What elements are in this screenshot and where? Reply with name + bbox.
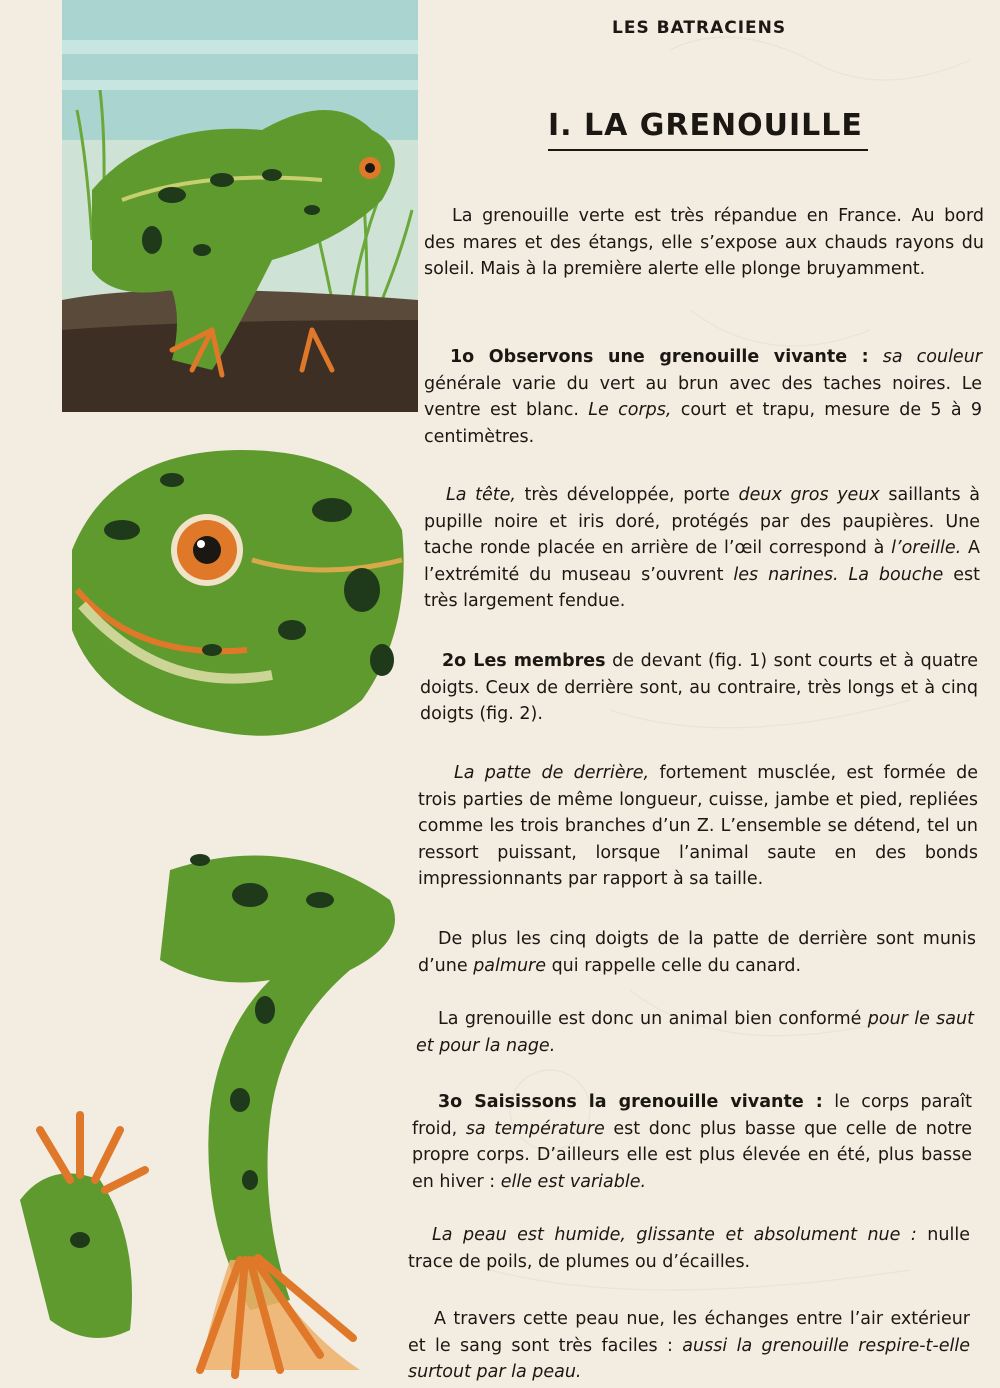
- patte-label: La patte de derrière,: [454, 763, 650, 783]
- echanges-paragraph: [408, 1306, 970, 1386]
- tete-label: La tête,: [446, 485, 516, 505]
- peau-paragraph: [408, 1222, 970, 1275]
- conforme-paragraph: [416, 1006, 974, 1059]
- section-3-text-1: le corps paraît froid,: [412, 1092, 972, 1139]
- conforme-text: La grenouille est donc un animal bien conformé: [438, 1009, 862, 1029]
- patte-text: fortement musclée, est formée de trois parties de même longueur, cuisse, jambe et pied, repliées comme les trois branches d’un Z. L’ensemble se détend, tel un ressort puissant, lorsque l’animal saute en des bonds impressionnants par rapport à sa taille.: [418, 763, 979, 889]
- section-1-paragraph: [424, 344, 982, 450]
- frog-head-illustration: [62, 440, 412, 740]
- tete-text-4: est très largement fendue.: [424, 564, 980, 611]
- frog-pond-icon: [62, 0, 418, 412]
- corps-label: Le corps,: [588, 400, 672, 420]
- bouche-label: La bouche: [848, 564, 944, 585]
- peau-italic: La peau est humide, glissante et absolument nue :: [432, 1225, 917, 1245]
- frog-leg-icon: [20, 840, 420, 1380]
- peau-text: nulle trace de poils, de plumes ou d’écailles.: [408, 1225, 970, 1272]
- section-3-text-2: est donc plus basse que celle de notre propre corps. D’ailleurs elle est plus élevée en été, plus basse en hiver :: [412, 1118, 972, 1192]
- frog-head-icon: [62, 440, 412, 740]
- section-3-heading: 3o Saisissons la grenouille vivante :: [438, 1092, 823, 1112]
- tete-text-3: A l’extrémité du museau s’ouvrent: [424, 538, 980, 585]
- frog-hind-leg-illustration: [20, 840, 420, 1380]
- doigts-paragraph: [418, 926, 976, 979]
- section-3-paragraph: [412, 1089, 972, 1195]
- variable-label: elle est variable.: [500, 1171, 647, 1192]
- page-title: I. LA GRENOUILLE: [548, 108, 868, 151]
- section-2-text: de devant (fig. 1) sont courts et à quatre doigts. Ceux de derrière sont, au contraire, très longs et à cinq doigts (fig. 2).: [420, 651, 978, 724]
- intro-text: La grenouille verte est très répandue en France. Au bord des mares et des étangs, elle s’expose aux chauds rayons du soleil. Mais à la première alerte elle plonge bruyamment.: [424, 206, 984, 279]
- tete-text-1: très développée, porte: [524, 485, 730, 505]
- patte-paragraph: [418, 760, 978, 893]
- couleur-label: sa couleur: [882, 347, 982, 367]
- page-header: LES BATRACIENS: [612, 18, 787, 38]
- tete-paragraph: [424, 482, 980, 615]
- echanges-text: A travers cette peau nue, les échanges entre l’air extérieur et le sang sont très faciles :: [408, 1309, 970, 1356]
- doigts-text-2: qui rappelle celle du canard.: [551, 955, 802, 976]
- temperature-label: sa température: [465, 1118, 605, 1139]
- section-2-paragraph: [420, 648, 978, 728]
- frog-pond-illustration: [62, 0, 418, 412]
- yeux-label: deux gros yeux: [738, 485, 880, 505]
- palmure-label: palmure: [473, 955, 546, 976]
- section-1-heading: 1o Observons une grenouille vivante :: [450, 347, 869, 367]
- couleur-text: générale varie du vert au brun avec des taches noires. Le ventre est blanc.: [424, 373, 982, 420]
- intro-paragraph: [424, 203, 984, 283]
- narines-label: les narines.: [733, 564, 839, 585]
- doigts-text-1: De plus les cinq doigts de la patte de derrière sont munis d’une: [418, 929, 976, 976]
- oreille-label: l’oreille.: [891, 538, 962, 558]
- corps-text: court et trapu, mesure de 5 à 9 centimètres.: [424, 400, 982, 447]
- echanges-italic: aussi la grenouille respire-t-elle surtout par la peau.: [408, 1335, 970, 1382]
- section-2-heading: 2o Les membres: [442, 651, 606, 671]
- conforme-italic: pour le saut et pour la nage.: [416, 1009, 974, 1056]
- tete-text-2: saillants à pupille noire et iris doré, protégés par des paupières. Une tache ronde placée en arrière de l’œil correspond à: [424, 485, 980, 558]
